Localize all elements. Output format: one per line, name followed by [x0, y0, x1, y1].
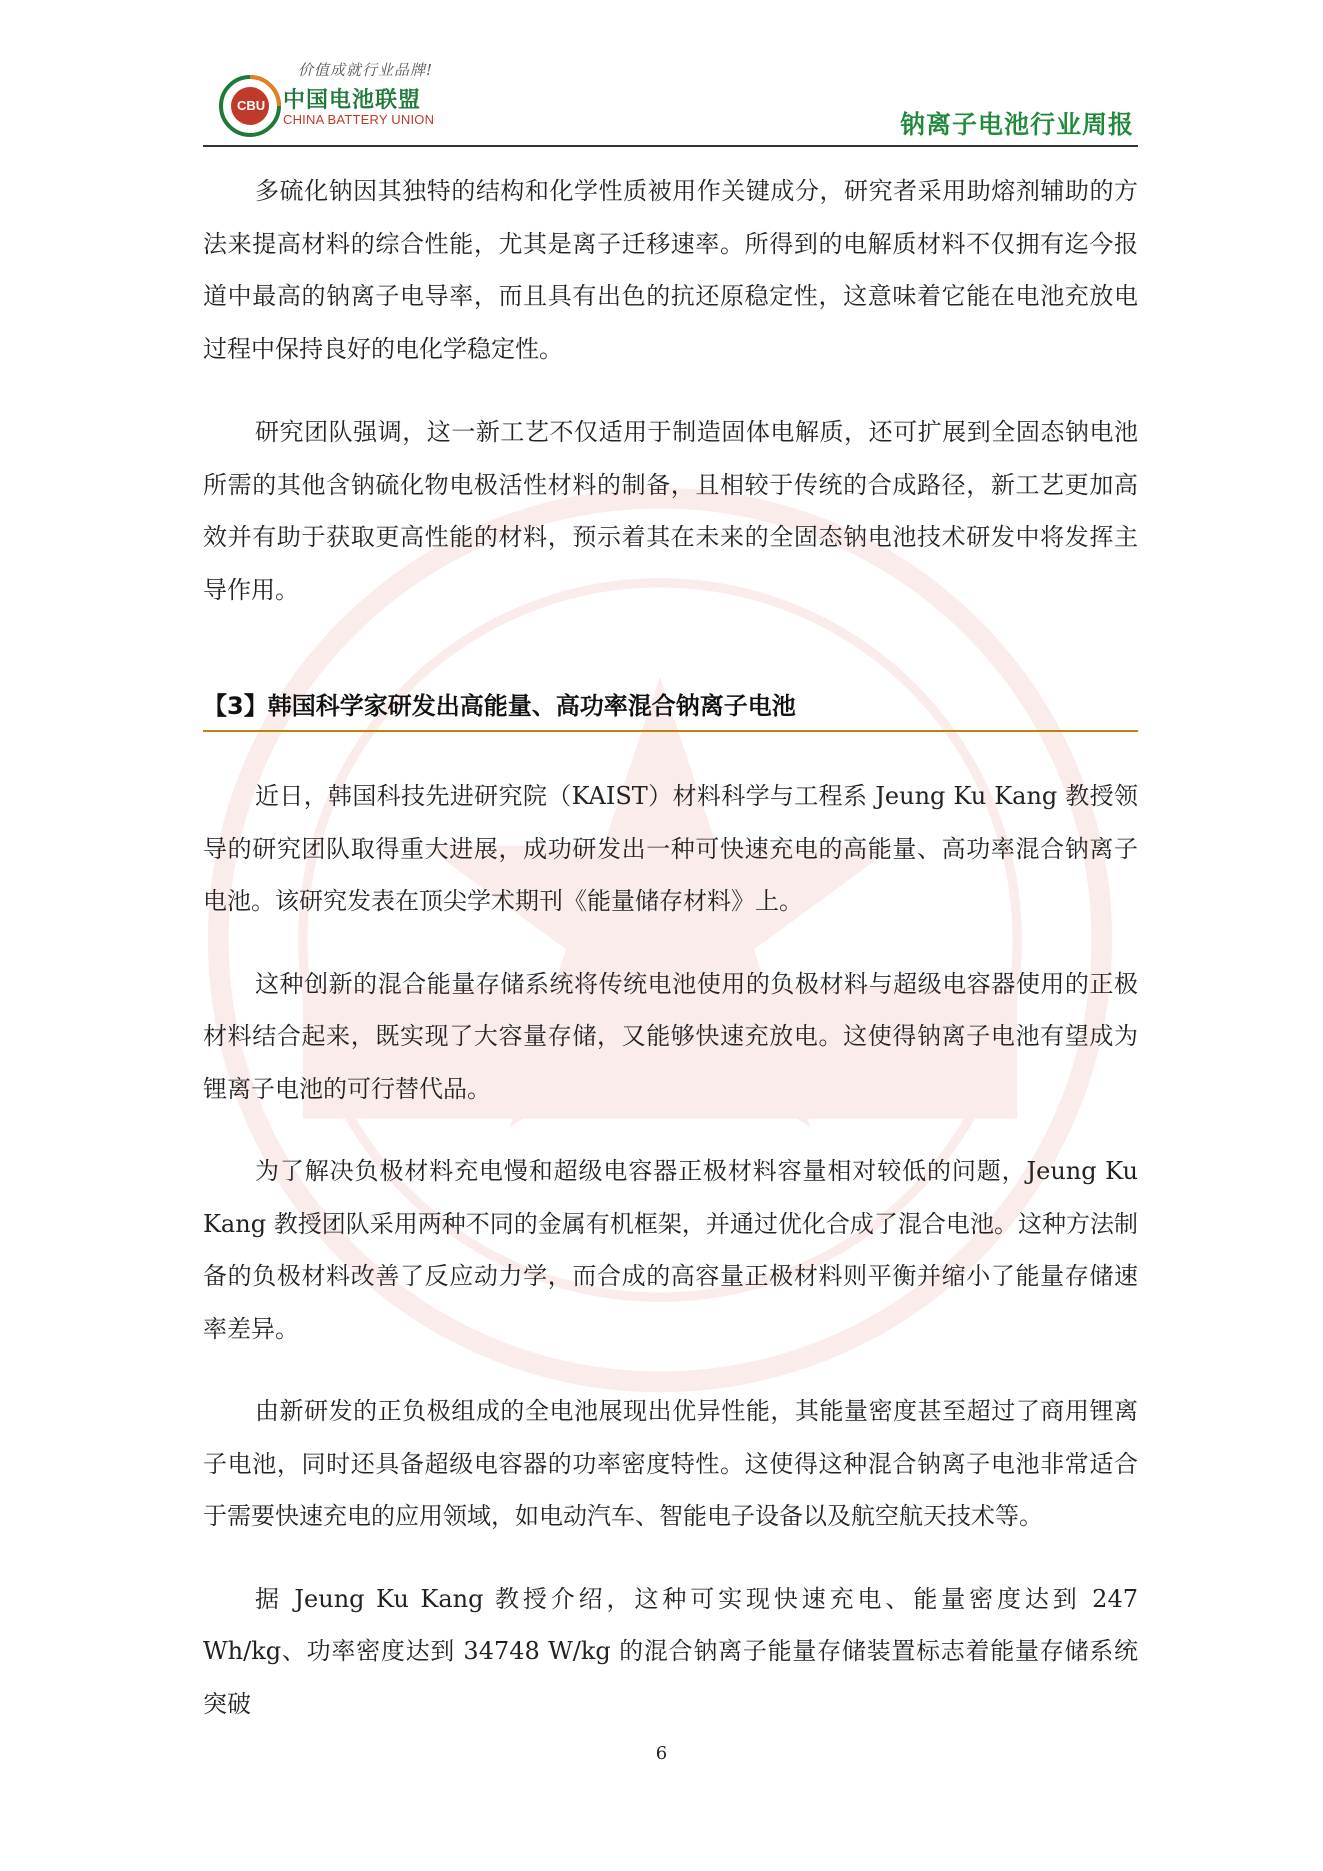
logo-chinese-name: 中国电池联盟: [283, 88, 422, 113]
paragraph: 研究团队强调，这一新工艺不仅适用于制造固体电解质，还可扩展到全固态钠电池所需的其他含钠硫化物电极活性材料的制备，且相较于传统的合成路径，新工艺更加高效并有助于获取更高性能的材料，预示着其在未来的全固态钠电池技术研发中将发挥主导作用。: [203, 418, 1138, 604]
logo-english-name: CHINA BATTERY UNION: [283, 112, 435, 127]
page-header: [203, 55, 1138, 147]
body-text-top: [203, 165, 1138, 616]
page-number: 6: [655, 1743, 668, 1764]
paragraph: 由新研发的正负极组成的全电池展现出优异性能，其能量密度甚至超过了商用锂离子电池，同时还具备超级电容器的功率密度特性。这使得这种混合钠离子电池非常适合于需要快速充电的应用领域，如电动汽车、智能电子设备以及航空航天技术等。: [203, 1397, 1138, 1530]
section-heading-text: 【3】韩国科学家研发出高能量、高功率混合钠离子电池: [203, 692, 796, 720]
paragraph: 为了解决负极材料充电慢和超级电容器正极材料容量相对较低的问题，Jeung Ku Kang 教授团队采用两种不同的金属有机框架，并通过优化合成了混合电池。这种方法制备的负极材料改善了反应动力学，而合成的高容量正极材料则平衡并缩小了能量存储速率差异。: [203, 1157, 1138, 1343]
paragraph: 据 Jeung Ku Kang 教授介绍，这种可实现快速充电、能量密度达到 247 Wh/kg、功率密度达到 34748 W/kg 的混合钠离子能量存储装置标志着能量存储系统突破: [203, 1584, 1138, 1718]
paragraph: 近日，韩国科技先进研究院（KAIST）材料科学与工程系 Jeung Ku Kang 教授领导的研究团队取得重大进展，成功研发出一种可快速充电的高能量、高功率混合钠离子电池。该研究发表在顶尖学术期刊《能量储存材料》上。: [203, 782, 1138, 915]
paragraph: 多硫化钠因其独特的结构和化学性质被用作关键成分，研究者采用助熔剂辅助的方法来提高材料的综合性能，尤其是离子迁移速率。所得到的电解质材料不仅拥有迄今报道中最高的钠离子电导率，而且具有出色的抗还原稳定性，这意味着它能在电池充放电过程中保持良好的电化学稳定性。: [203, 177, 1138, 363]
body-text-bottom: [203, 770, 1138, 1730]
logo-badge-text: CBU: [237, 98, 266, 113]
header-slogan: 价值成就行业品牌!: [298, 61, 434, 79]
report-title: 钠离子电池行业周报: [899, 110, 1134, 139]
section-heading: [203, 688, 1138, 732]
paragraph: 这种创新的混合能量存储系统将传统电池使用的负极材料与超级电容器使用的正极材料结合起来，既实现了大容量存储，又能够快速充放电。这使得钠离子电池有望成为锂离子电池的可行替代品。: [203, 969, 1138, 1103]
